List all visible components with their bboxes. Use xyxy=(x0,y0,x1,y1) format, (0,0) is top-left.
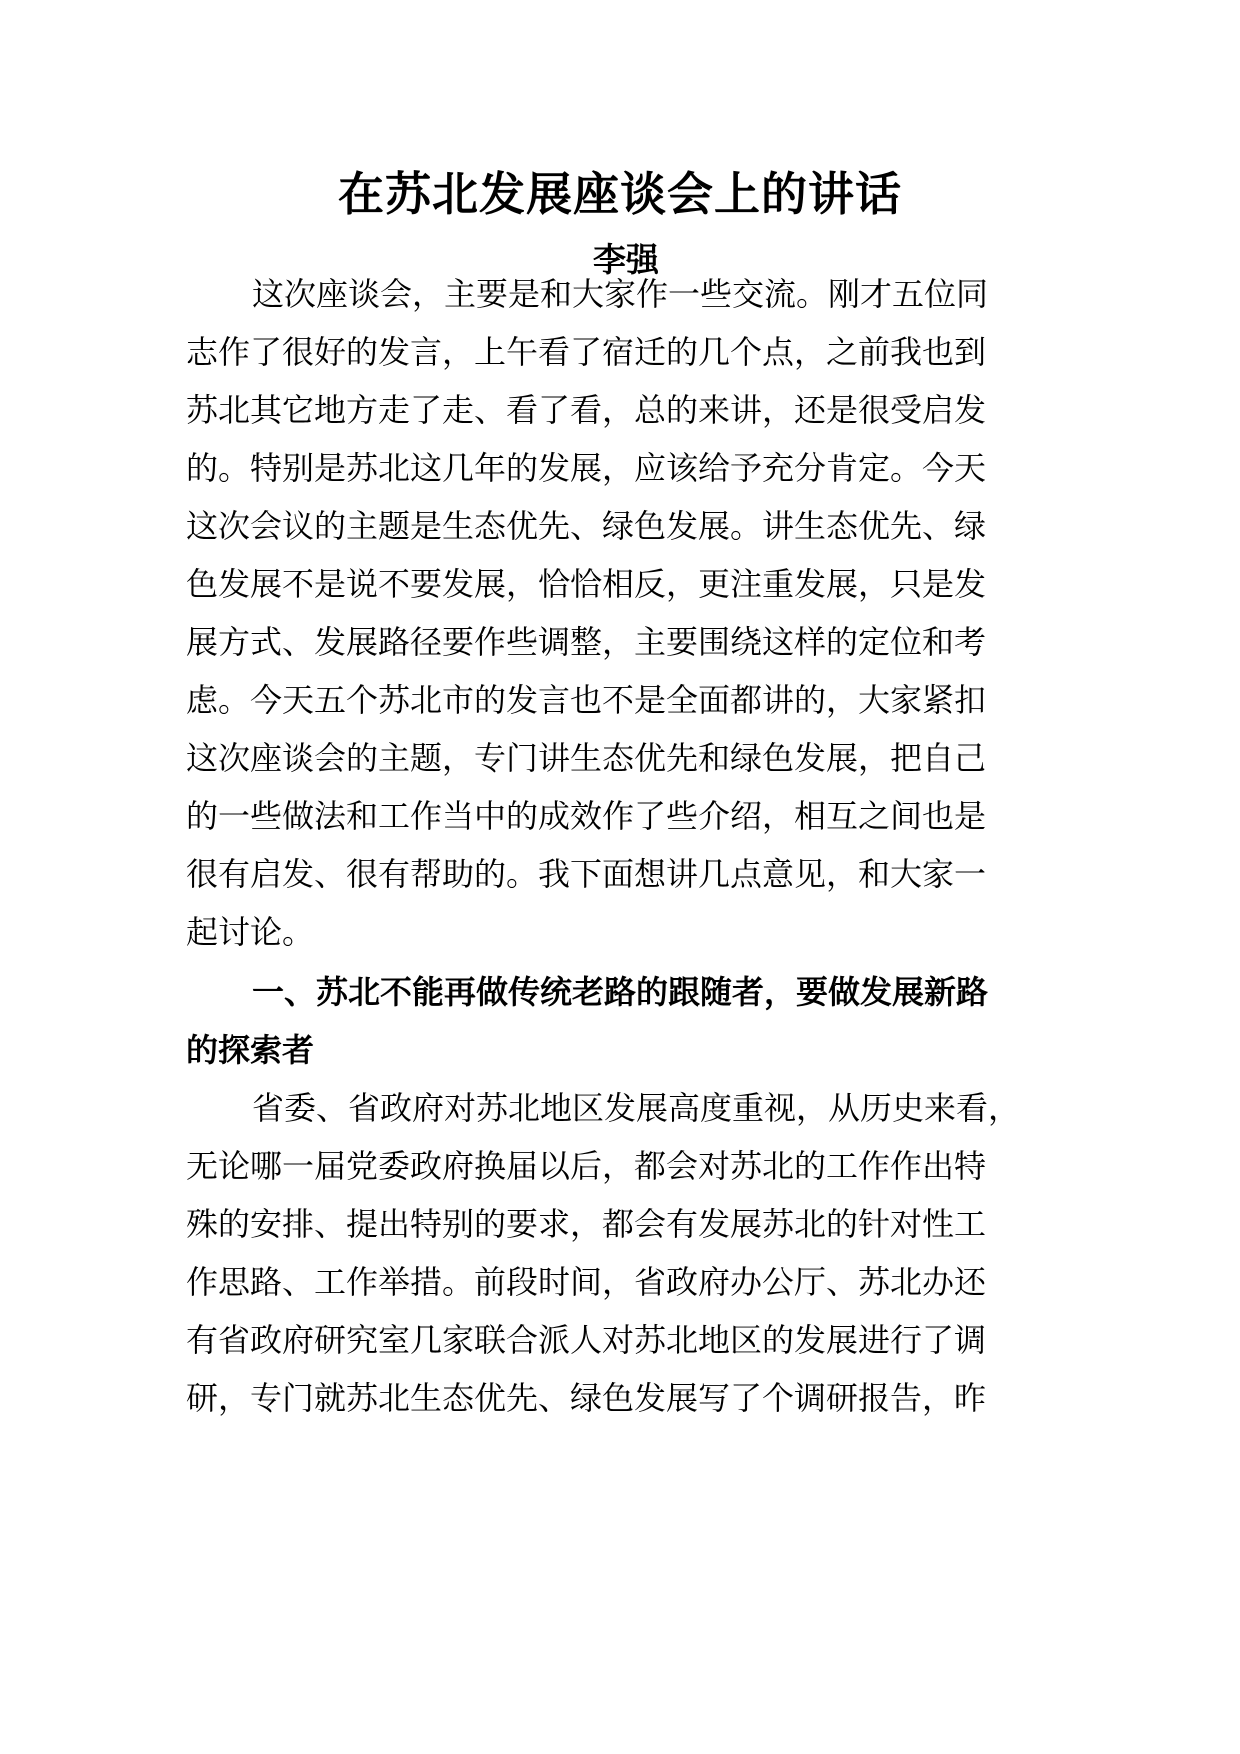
section-heading-line: 一、苏北不能再做传统老路的跟随者，要做发展新路 xyxy=(252,973,989,1011)
intro-line: 展方式、发展路径要作些调整，主要围绕这样的定位和考 xyxy=(186,623,987,661)
section-body-line: 研，专门就苏北生态优先、绿色发展写了个调研报告，昨 xyxy=(186,1379,987,1417)
intro-line: 起讨论。 xyxy=(186,913,315,951)
intro-line: 志作了很好的发言，上午看了宿迁的几个点，之前我也到 xyxy=(186,333,987,371)
intro-line: 这次座谈会，主要是和大家作一些交流。刚才五位同 xyxy=(252,275,989,313)
intro-line: 的一些做法和工作当中的成效作了些介绍，相互之间也是 xyxy=(186,797,987,835)
section-body-line: 殊的安排、提出特别的要求，都会有发展苏北的针对性工 xyxy=(186,1205,987,1243)
section-body-line: 省委、省政府对苏北地区发展高度重视，从历史来看， xyxy=(252,1089,1021,1127)
document-author: 李强 xyxy=(593,240,659,279)
intro-line: 的。特别是苏北这几年的发展，应该给予充分肯定。今天 xyxy=(186,449,987,487)
section-body-line: 有省政府研究室几家联合派人对苏北地区的发展进行了调 xyxy=(186,1321,987,1359)
intro-line: 很有启发、很有帮助的。我下面想讲几点意见，和大家一 xyxy=(186,855,987,893)
section-heading-line: 的探索者 xyxy=(186,1031,315,1069)
section-body-line: 作思路、工作举措。前段时间，省政府办公厅、苏北办还 xyxy=(186,1263,987,1301)
intro-line: 这次座谈会的主题，专门讲生态优先和绿色发展，把自己 xyxy=(186,739,987,777)
intro-line: 色发展不是说不要发展，恰恰相反，更注重发展，只是发 xyxy=(186,565,987,603)
section-body-line: 无论哪一届党委政府换届以后，都会对苏北的工作作出特 xyxy=(186,1147,987,1185)
document-title: 在苏北发展座谈会上的讲话 xyxy=(338,167,902,221)
intro-line: 虑。今天五个苏北市的发言也不是全面都讲的，大家紧扣 xyxy=(186,681,987,719)
intro-line: 这次会议的主题是生态优先、绿色发展。讲生态优先、绿 xyxy=(186,507,987,545)
intro-line: 苏北其它地方走了走、看了看，总的来讲，还是很受启发 xyxy=(186,391,987,429)
